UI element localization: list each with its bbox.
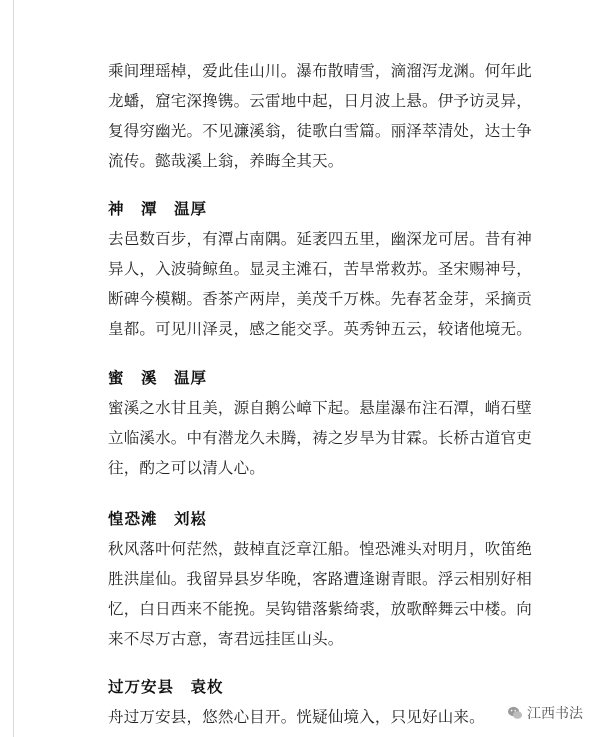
section-intro-poem [108, 56, 533, 176]
page-edge-divider [13, 0, 14, 737]
poem-heading: 惶恐滩 刘崧 [108, 510, 208, 528]
wechat-icon [507, 705, 523, 721]
section-shen-tan [108, 196, 533, 344]
poem-body: 乘间理瑶棹，爱此佳山川。瀑布散晴雪，滴溜泻龙渊。何年此龙蟠，窟宅深搀镌。云雷地中起，日月波上悬。伊予访灵异，复得穷幽光。不见濂溪翁，徒歌白雪篇。丽泽萃清处，达士争流传。懿哉溪上翁，养晦全其天。 [108, 62, 532, 170]
poem-body: 去邑数百步，有潭占南隅。延袤四五里，幽深龙可居。昔有神异人，入波骑鲸鱼。显灵主滩石，苦旱常救苏。圣宋赐神号，断碑今模糊。香茶产两岸，美茂千万株。先春茗金芽，采摘贡皇都。可见川泽灵，感之能交孚。英秀钟五云，较诸他境无。 [108, 230, 532, 338]
section-huang-kong-tan [108, 506, 533, 654]
watermark-text: 江西书法 [527, 706, 583, 722]
poem-heading: 神 潭 温厚 [108, 200, 208, 218]
poem-heading: 蜜 溪 温厚 [108, 369, 208, 387]
watermark [507, 703, 583, 723]
section-mi-xi [108, 365, 533, 483]
poem-body: 舟过万安县，悠然心目开。恍疑仙境入，只见好山来。 [108, 708, 485, 726]
poem-body: 蜜溪之水甘且美，源自鹅公嶂下起。悬崖瀑布注石潭，峭石壁立临溪水。中有潜龙久未腾，祷之岁旱为甘霖。长桥古道官吏往，酌之可以清人心。 [108, 399, 532, 477]
poem-heading: 过万安县 袁枚 [108, 678, 224, 696]
section-guo-wan-an-xian [108, 674, 533, 732]
poem-body: 秋风落叶何茫然，鼓棹直泛章江船。惶恐滩头对明月，吹笛绝胜洪崖仙。我留异县岁华晚，客路遭逢谢青眼。浮云相别好相忆，白日西来不能挽。吴钩错落紫绮裘，放歌醉舞云中楼。向来不尽万古意，寄君远挂匡山头。 [108, 540, 532, 648]
